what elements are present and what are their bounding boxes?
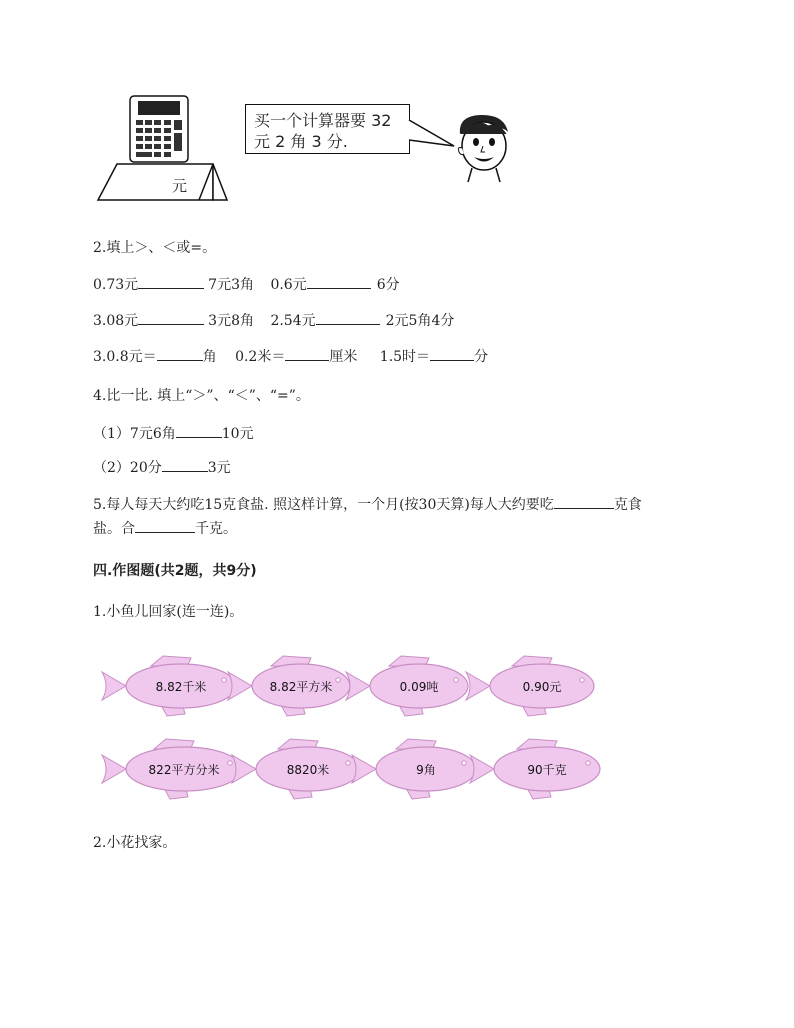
q2-r2-d: 2元5角4分 xyxy=(385,313,455,329)
q3-f: 分 xyxy=(474,349,489,365)
q2-title: 2.填上＞、＜或=。 xyxy=(93,240,217,256)
q5-d: 千克。 xyxy=(195,521,237,537)
q5-c: 盐。合 xyxy=(93,521,135,537)
fish-label: 8.82平方米 xyxy=(269,680,333,694)
q4-2-b: 3元 xyxy=(207,460,231,476)
q3-e: 1.5时＝ xyxy=(379,349,431,365)
q2-r2-a: 3.08元 xyxy=(93,313,139,329)
q3-d: 厘米 xyxy=(329,349,358,365)
fish-label: 0.09吨 xyxy=(399,680,439,694)
q4-title: 4.比一比. 填上“＞”、“＜”、“=”。 xyxy=(93,388,310,404)
q4-1-b: 10元 xyxy=(221,426,254,442)
q4-1-num: （1） xyxy=(93,426,130,442)
q2-r1-b: 7元3角 xyxy=(208,277,254,293)
q2-r2-c: 2.54元 xyxy=(270,313,316,329)
draw2-title: 2.小花找家。 xyxy=(93,835,177,851)
q2-r1-d: 6分 xyxy=(376,277,400,293)
q4-1-a: 7元6角 xyxy=(129,426,176,442)
q3-b: 角 xyxy=(202,349,217,365)
fish-label: 9角 xyxy=(416,763,436,777)
q2-r2-b: 3元8角 xyxy=(208,313,254,329)
q5-b: 克食 xyxy=(613,497,642,513)
fish-label: 822平方分米 xyxy=(148,763,220,777)
speech-line-2: 元 2 角 3 分. xyxy=(254,132,348,151)
fish-label: 0.90元 xyxy=(522,680,562,694)
q5-a: 5.每人每天大约吃15克食盐. 照这样计算，一个月(按30天算)每人大约要吃 xyxy=(93,497,554,513)
speech-line-1: 买一个计算器要 32 xyxy=(254,111,392,130)
q4-2-num: （2） xyxy=(93,460,130,476)
section-heading: 四.作图题(共2题，共9分) xyxy=(93,563,257,579)
fish-label: 8.82千米 xyxy=(155,680,207,694)
q3-c: 0.2米＝ xyxy=(235,349,286,365)
draw1-title: 1.小鱼儿回家(连一连)。 xyxy=(93,604,244,620)
fish-label: 90千克 xyxy=(527,763,567,777)
q2-r1-a: 0.73元 xyxy=(93,277,139,293)
fish-label: 8820米 xyxy=(286,763,330,777)
q3-a: 3.0.8元＝ xyxy=(93,349,157,365)
price-unit-label: 元 xyxy=(172,177,188,195)
q2-r1-c: 0.6元 xyxy=(270,277,307,293)
q4-2-a: 20分 xyxy=(129,460,162,476)
